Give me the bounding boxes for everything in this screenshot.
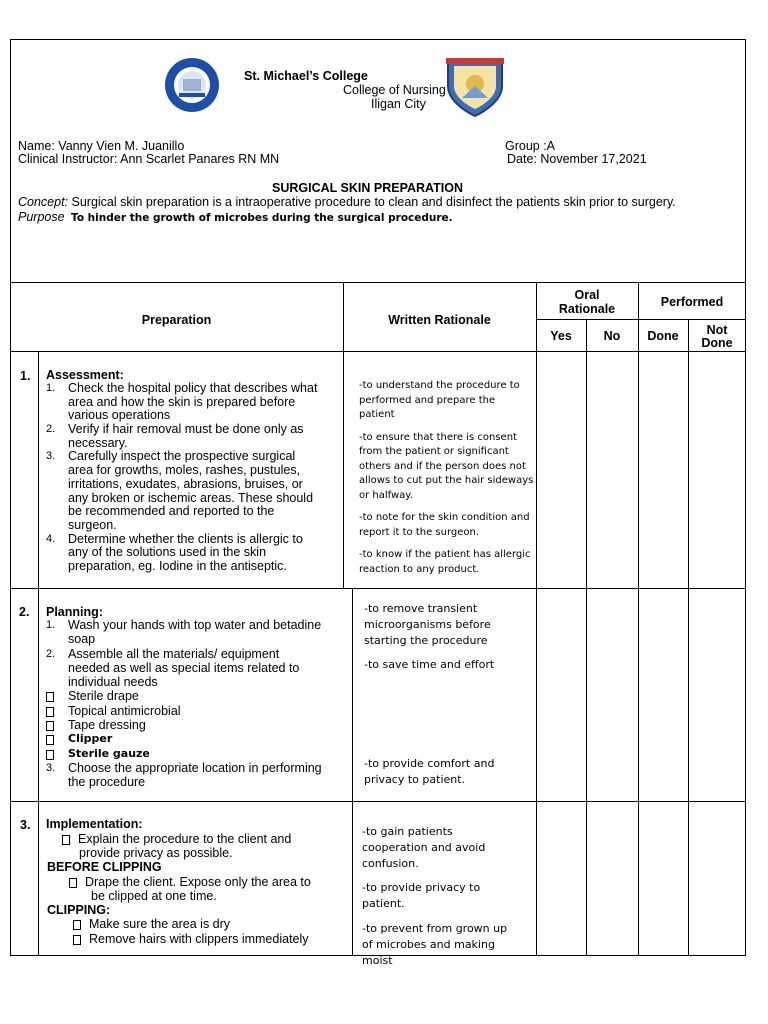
list-item-text: Assemble all the materials/ equipment [68,646,280,661]
purpose-text: To hinder the growth of microbes during the surgical procedure. [71,212,453,224]
rationale-line: performed and prepare the [359,394,496,406]
col-oral-performed-divider [638,282,639,956]
rationale-line: -to understand the procedure to [359,380,520,391]
rationale-line: -to ensure that there is consent [359,431,517,443]
rationale-line: -to note for the skin condition and [359,512,530,523]
not-done-header-2: Done [701,336,733,350]
section-title-assessment: Assessment: [46,368,124,382]
assessment-rationale [359,379,533,577]
rationale-line: from the patient or significant [359,446,509,457]
section-number-2: 2. [19,605,30,619]
impl-rationale-b [362,880,480,912]
section-title-planning: Planning: [46,605,103,619]
group-label: Group :A [505,139,556,153]
list-item-text: any broken or ischemic areas. These should [68,490,314,505]
checkbox-icon [69,878,77,888]
checkbox-icon [73,920,81,930]
list-item-text: Clipper [68,732,113,746]
rationale-line: report it to the surgeon. [359,526,480,538]
section-number-1: 1. [20,369,31,383]
list-item-text: Determine whether the clients is allergic to [68,531,303,546]
list-item-text: Wash your hands with top water and betadine [68,618,322,632]
yes-header: Yes [550,329,572,343]
rationale-line: privacy to patient. [364,773,466,786]
no-header: No [603,329,621,343]
list-item-text: area and how the skin is prepared before [68,394,296,409]
impl-item-4 [73,932,309,946]
rationale-line: -to gain patients [362,825,453,838]
col-prep-divider [343,282,344,589]
col-yes-divider [586,319,587,956]
rationale-line: patient [359,409,395,420]
list-item-text: surgeon. [68,517,117,532]
rationale-line: -to remove transient [364,602,478,615]
impl-item-2 [69,875,311,889]
list-item-text: needed as well as special items related to [68,660,300,675]
date-label: Date: November 17,2021 [507,152,647,166]
rationale-line: microorganisms before [364,618,491,631]
list-marker: 1. [46,382,56,394]
checkbox-icon [46,735,54,745]
concept-text: Surgical skin preparation is a intraoperative procedure to clean and disinfect the patients skin prior to surgery. [68,195,676,209]
rationale-line: patient. [362,897,405,910]
rationale-line: reaction to any product. [359,563,480,575]
rationale-line: confusion. [362,857,419,870]
list-item-text: Verify if hair removal must be done only as [68,422,304,437]
list-item-text: Sterile drape [68,689,139,704]
rationale-line: -to prevent from grown up [362,922,508,935]
rationale-line: of microbes and making [362,938,495,951]
table-top-border [10,282,746,283]
city-name: Iligan City [371,97,426,111]
rationale-line: starting the procedure [364,634,488,647]
rationale-line: -to provide comfort and [364,757,495,770]
rationale-line: or halfway. [359,489,413,501]
col-rationale-divider [536,282,537,956]
list-marker: 3. [46,761,56,774]
impl-item-1-cont: provide privacy as possible. [79,846,233,860]
rationale-line [359,540,533,548]
oral-rationale-header-2: Rationale [558,302,616,316]
purpose-label: Purpose [18,210,65,224]
row1-bottom-border [10,588,746,589]
impl-item-4-text: Remove hairs with clippers immediately [89,932,309,946]
list-item-text: various operations [68,408,171,423]
list-item-text: Choose the appropriate location in performing [68,760,322,775]
impl-item-2-text: Drape the client. Expose only the area to [85,875,311,889]
checkbox-icon [73,935,81,945]
list-item-text: be recommended and reported to the [68,504,275,519]
rationale-line: cooperation and avoid [362,841,486,854]
nursing-seal-logo [442,56,508,118]
list-item-text: soap [68,632,96,647]
college-seal-logo [164,57,220,113]
page-border-right [745,39,746,956]
section-title-implementation: Implementation: [46,817,143,831]
not-done-header-1: Not [706,323,728,337]
list-item-text: Check the hospital policy that describes what [68,381,318,395]
college-name: St. Michael’s College [244,69,368,83]
checkbox-icon [46,707,54,717]
planning-rationale-b [364,657,494,673]
rationale-line: -to save time and effort [364,658,495,671]
checkbox-icon [46,750,54,760]
list-marker: 3. [46,450,56,463]
list-marker: 2. [46,647,56,660]
purpose-line [18,210,453,226]
list-item-text: Topical antimicrobial [68,703,181,718]
done-header: Done [647,329,679,343]
list-item-text: individual needs [68,675,158,690]
document-title: SURGICAL SKIN PREPARATION [272,181,463,195]
planning-rationale-a [364,601,491,649]
list-item-text: necessary. [68,435,128,450]
list-marker: 2. [46,423,56,436]
header-bottom-border [10,351,746,352]
list-marker: 4. [46,532,56,545]
rationale-line: -to know if the patient has allergic [359,549,531,560]
col-done-divider [688,319,689,956]
checkbox-icon [46,692,54,702]
col-prep-divider-lower [352,588,353,956]
rationale-line: others and if the person does not [359,460,526,472]
list-item-text: Carefully inspect the prospective surgical [68,449,296,464]
list-marker: 1. [46,619,56,631]
rationale-line [359,423,533,431]
section-number-3: 3. [20,818,31,832]
preparation-header: Preparation [141,313,212,327]
list-item-text: Tape dressing [68,718,146,733]
list-item-text: any of the solutions used in the skin [68,545,267,560]
list-item-text: area for growths, moles, rashes, pustules, [68,463,301,478]
rationale-line: allows to cut put the hair sideways [359,475,534,486]
list-item-text: irritations, exudates, abrasions, bruises, or [68,476,303,491]
list-item-text: Sterile gauze [68,746,150,760]
impl-rationale-c [362,921,507,969]
before-clipping-label: BEFORE CLIPPING [47,860,162,874]
impl-item-1 [62,832,291,846]
impl-rationale-a [362,824,485,872]
written-rationale-header: Written Rationale [388,313,491,327]
clipping-label: CLIPPING: [47,903,111,917]
planning-rationale-c [364,756,494,788]
rationale-line: -to provide privacy to [362,881,481,894]
list-item-text: preparation, eg. Iodine in the antiseptic. [68,558,287,573]
impl-item-2-cont: be clipped at one time. [91,889,217,903]
checkbox-icon [62,835,70,845]
impl-item-1-text: Explain the procedure to the client and [78,832,292,846]
instructor-name: Clinical Instructor: Ann Scarlet Panares RN MN [18,152,280,166]
page-border-top [10,39,746,40]
student-name: Name: Vanny Vien M. Juanillo [18,139,185,153]
list-item-text: the procedure [68,775,146,790]
department-name: College of Nursing [343,83,446,97]
rationale-line: moist [362,954,393,967]
concept-label: Concept: [18,195,69,209]
impl-item-3 [73,917,230,931]
row2-bottom-border [10,801,746,802]
oral-rationale-header-1: Oral [574,288,600,302]
checkbox-icon [46,721,54,731]
oral-header-divider [536,319,746,320]
concept-line [18,195,676,209]
impl-item-3-text: Make sure the area is dry [89,917,231,931]
performed-header: Performed [660,295,724,309]
page-border-left [10,39,11,956]
rationale-line [359,503,533,511]
col-number-divider [38,351,39,956]
